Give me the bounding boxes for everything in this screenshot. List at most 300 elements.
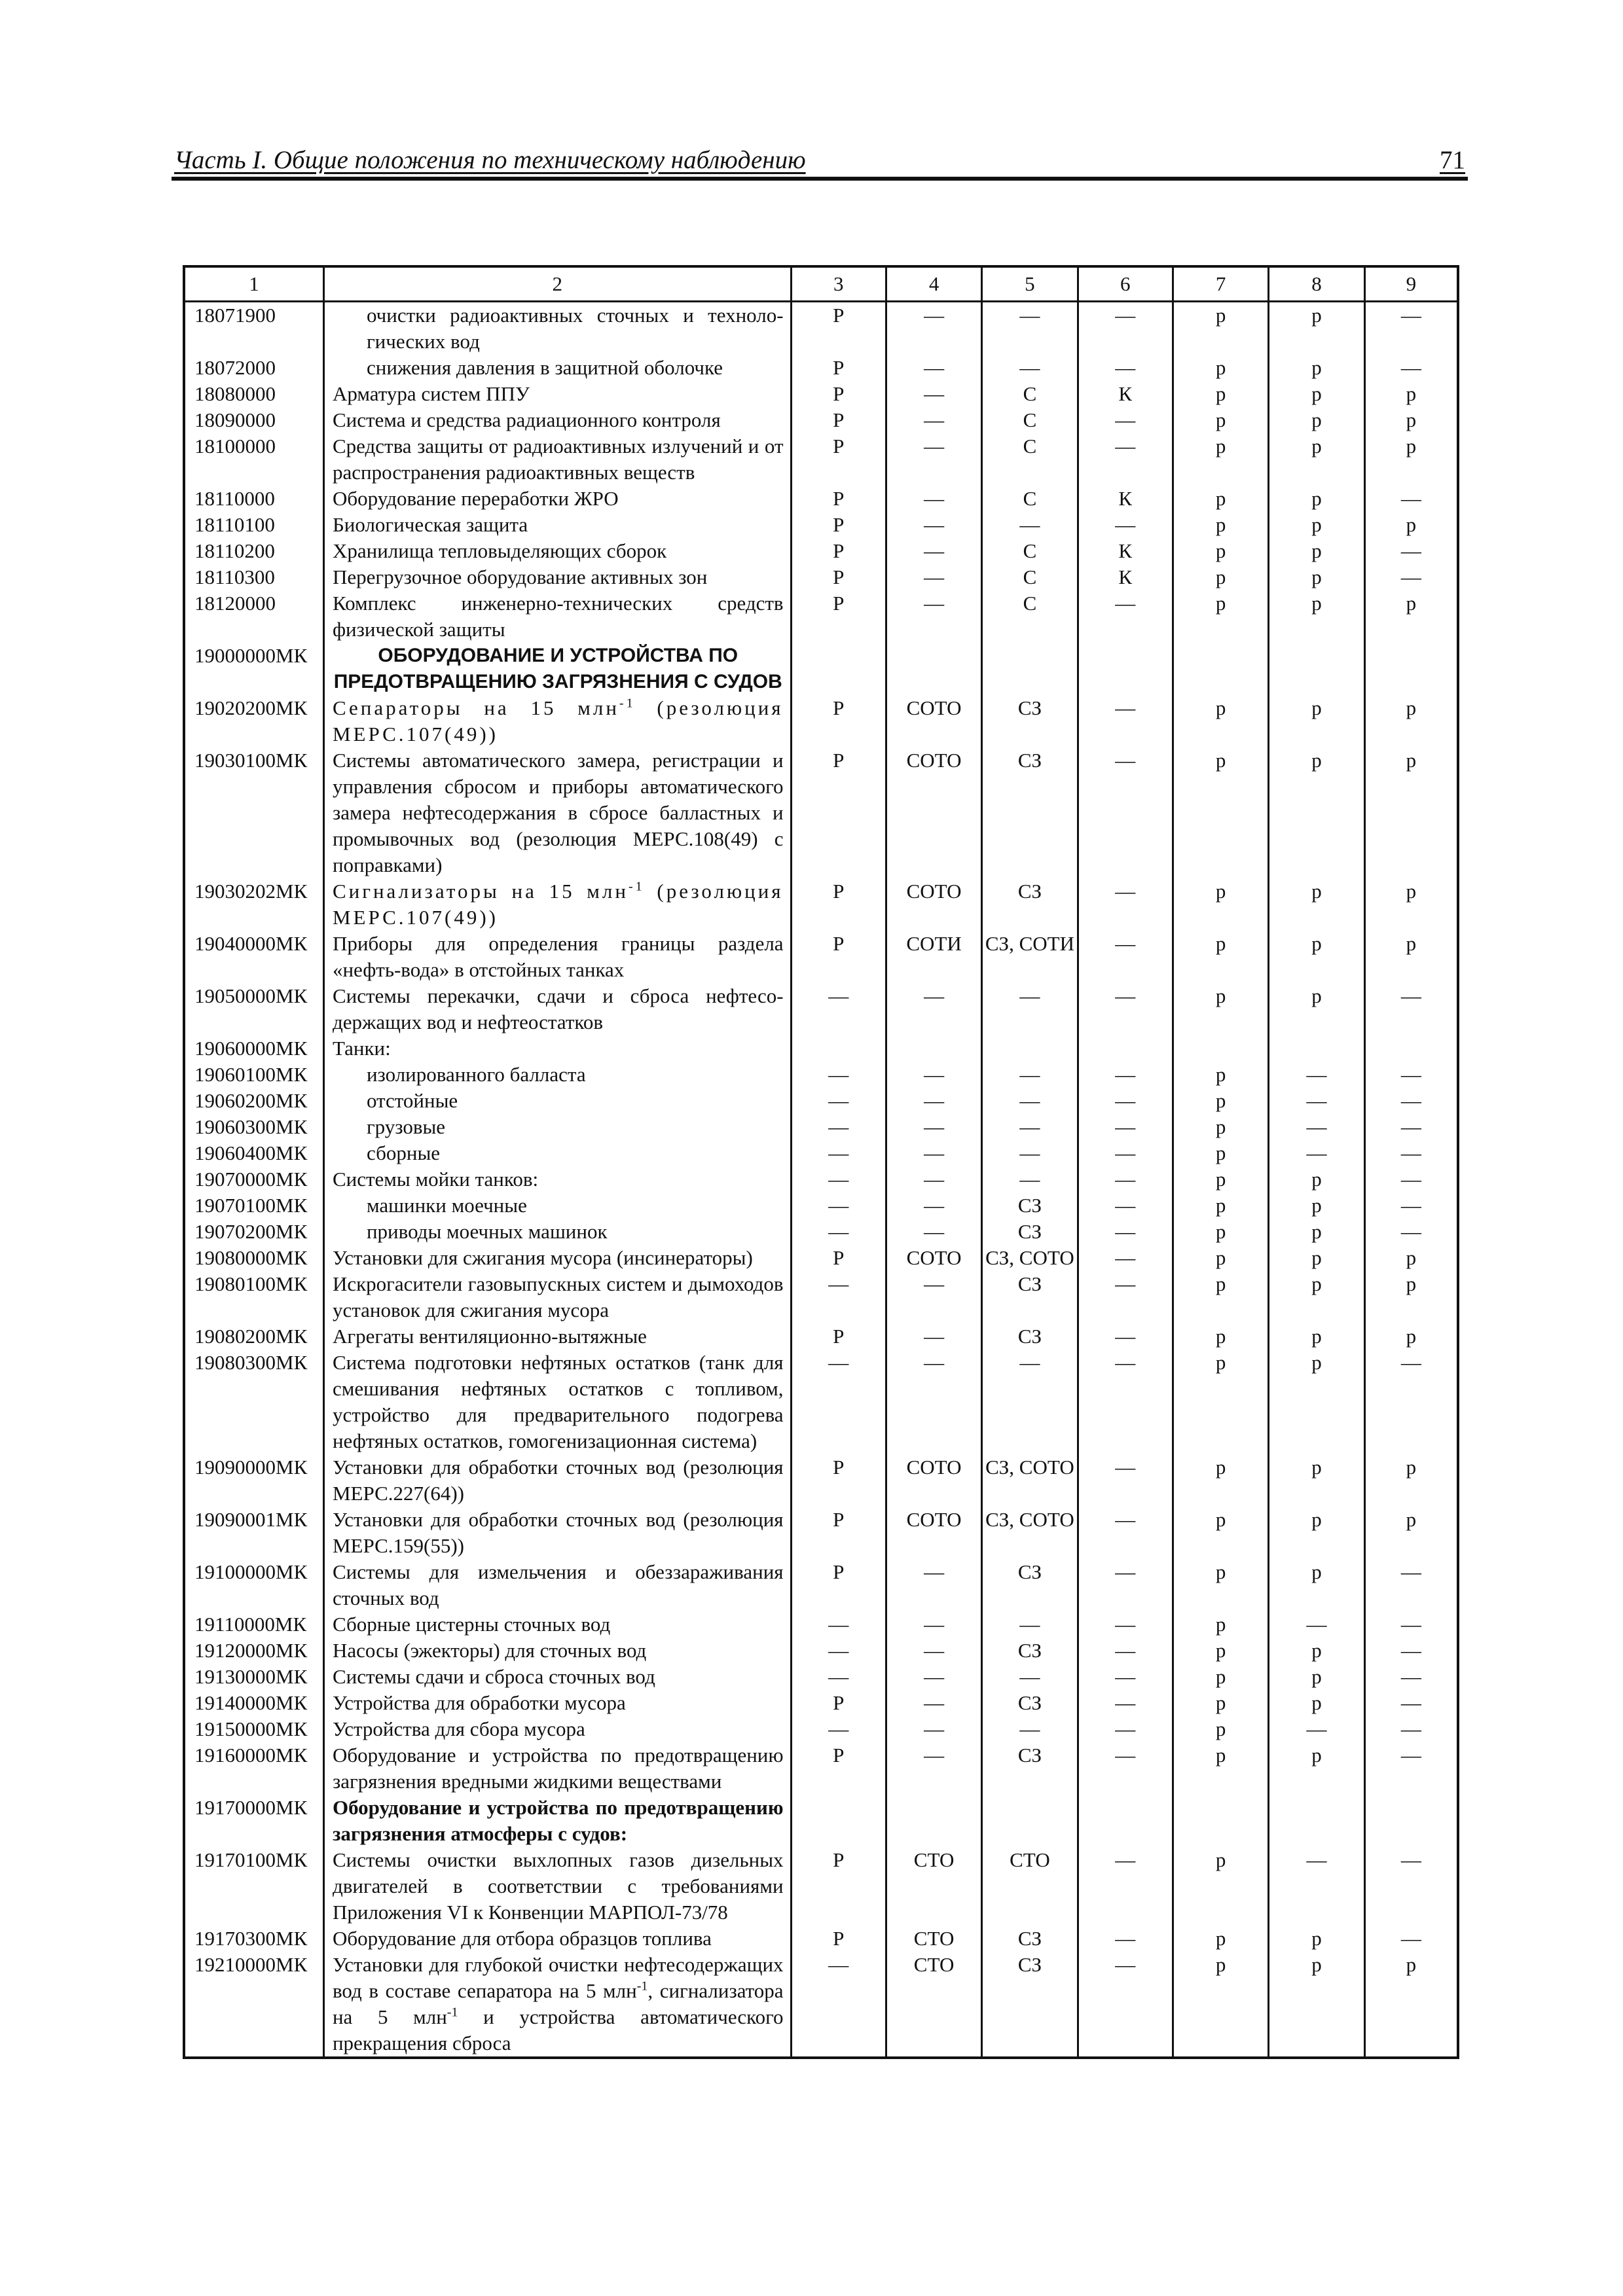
table-row [184, 1926, 1458, 1952]
cell-c7: р [1173, 1350, 1268, 1454]
table-row [184, 1114, 1458, 1140]
table-row [184, 1245, 1458, 1271]
cell-c7: р [1173, 1559, 1268, 1611]
item-code: 19110000МК [184, 1611, 323, 1638]
table-row [184, 1716, 1458, 1742]
cell-c3: Р [791, 564, 886, 590]
table-row [184, 878, 1458, 931]
cell-c6: К [1078, 486, 1173, 512]
cell-c9: — [1364, 1088, 1458, 1114]
cell-c6: — [1078, 1271, 1173, 1323]
cell-c6: К [1078, 538, 1173, 564]
item-name [323, 590, 791, 643]
cell-c5 [982, 1795, 1078, 1847]
item-name-part: Оборудование для отбора образцов топлива [332, 1927, 712, 1950]
item-name-text [333, 1639, 646, 1662]
cell-c6: — [1078, 512, 1173, 538]
item-name-text [333, 1246, 753, 1269]
item-name-part: отстойные [366, 1089, 458, 1112]
item-name [323, 1690, 791, 1716]
item-name-part: Установки для обработки сточных вод (резолюция МЕРС.227(64)) [332, 1456, 784, 1505]
cell-c9: р [1364, 878, 1458, 931]
cell-c8: р [1269, 1193, 1364, 1219]
table-row [184, 1559, 1458, 1611]
item-name-text [333, 1037, 391, 1060]
cell-c4: — [886, 1088, 981, 1114]
cell-c9: — [1364, 1638, 1458, 1664]
cell-c8: р [1269, 1952, 1364, 2058]
cell-c8: р [1269, 1742, 1364, 1795]
cell-c7: р [1173, 1245, 1268, 1271]
cell-c8: — [1269, 1088, 1364, 1114]
cell-c9: р [1364, 512, 1458, 538]
table-row [184, 1166, 1458, 1193]
cell-c4: — [886, 983, 981, 1035]
item-name-part: Биологическая защита [332, 513, 528, 536]
item-code: 18090000 [184, 407, 323, 433]
cell-c3: — [791, 1166, 886, 1193]
item-code: 19150000МК [184, 1716, 323, 1742]
column-header: 5 [982, 266, 1078, 302]
cell-c8: р [1269, 1926, 1364, 1952]
item-code: 19080300МК [184, 1350, 323, 1454]
item-code: 19030202МК [184, 878, 323, 931]
cell-c6 [1078, 1035, 1173, 1062]
superscript: -1 [447, 2005, 458, 2020]
cell-c7: р [1173, 564, 1268, 590]
cell-c8: р [1269, 931, 1364, 983]
item-name [323, 1166, 791, 1193]
table-row [184, 512, 1458, 538]
cell-c5: С [982, 381, 1078, 407]
cell-c9: р [1364, 1507, 1458, 1559]
cell-c3: Р [791, 381, 886, 407]
cell-c4: — [886, 1062, 981, 1088]
cell-c5: СЗ, СОТИ [982, 931, 1078, 983]
item-name-text [333, 408, 721, 431]
item-name [323, 486, 791, 512]
cell-c3: Р [791, 355, 886, 381]
table-row [184, 1847, 1458, 1926]
item-name-part: Средства защиты от радиоактивных излучений и от распространения радиоактивных веществ [332, 435, 784, 484]
item-name [323, 1926, 791, 1952]
item-name [323, 1742, 791, 1795]
cell-c6: — [1078, 1323, 1173, 1350]
item-name-part: Устройства для обработки мусора [332, 1691, 626, 1714]
table-row [184, 1035, 1458, 1062]
cell-c4: — [886, 381, 981, 407]
cell-c5: СЗ, СОТО [982, 1454, 1078, 1507]
cell-c7: р [1173, 538, 1268, 564]
cell-c4: — [886, 512, 981, 538]
cell-c6: — [1078, 1847, 1173, 1926]
cell-c4: — [886, 1742, 981, 1795]
cell-c7: р [1173, 1271, 1268, 1323]
cell-c5: — [982, 1062, 1078, 1088]
item-name-text [333, 435, 784, 484]
cell-c3: Р [791, 1847, 886, 1926]
cell-c5: — [982, 512, 1078, 538]
cell-c4: СОТО [886, 1245, 981, 1271]
cell-c4: СТО [886, 1926, 981, 1952]
item-name [323, 1088, 791, 1114]
cell-c9 [1364, 1795, 1458, 1847]
item-code: 19170000МК [184, 1795, 323, 1847]
item-name-text [333, 1927, 712, 1950]
cell-c4: — [886, 1166, 981, 1193]
table-row [184, 1454, 1458, 1507]
table-row [184, 1323, 1458, 1350]
cell-c7: р [1173, 1638, 1268, 1664]
table-row [184, 1742, 1458, 1795]
cell-c8: р [1269, 983, 1364, 1035]
cell-c8: р [1269, 564, 1364, 590]
cell-c3: Р [791, 1454, 886, 1507]
cell-c5: СЗ [982, 1559, 1078, 1611]
item-code: 19090000МК [184, 1454, 323, 1507]
cell-c9: — [1364, 1062, 1458, 1088]
cell-c7: р [1173, 1219, 1268, 1245]
cell-c9: р [1364, 1454, 1458, 1507]
item-code: 18100000 [184, 433, 323, 486]
table-row [184, 486, 1458, 512]
cell-c3: Р [791, 931, 886, 983]
cell-c8: — [1269, 1114, 1364, 1140]
cell-c9: — [1364, 1716, 1458, 1742]
cell-c7: р [1173, 1716, 1268, 1742]
item-name-part: Системы сдачи и сброса сточных вод [332, 1665, 655, 1688]
item-code: 18110000 [184, 486, 323, 512]
item-code: 19210000МК [184, 1952, 323, 2058]
cell-c5: СЗ [982, 1219, 1078, 1245]
superscript: -1 [619, 696, 636, 711]
cell-c3: — [791, 1219, 886, 1245]
item-name [323, 878, 791, 931]
cell-c7: р [1173, 1193, 1268, 1219]
cell-c3 [791, 1795, 886, 1847]
cell-c6: — [1078, 1952, 1173, 2058]
table-row [184, 1350, 1458, 1454]
cell-c8: р [1269, 381, 1364, 407]
cell-c8: р [1269, 1690, 1364, 1716]
cell-c8: р [1269, 878, 1364, 931]
item-name-part: Установки для обработки сточных вод (резолюция МЕРС.159(55)) [332, 1508, 784, 1557]
item-name-text [333, 1848, 784, 1924]
cell-c3 [791, 1035, 886, 1062]
cell-c6: К [1078, 564, 1173, 590]
cell-c6: — [1078, 983, 1173, 1035]
item-name-text [333, 1272, 784, 1321]
item-name-part: Оборудование переработки ЖРО [332, 487, 619, 510]
cell-c7: р [1173, 1140, 1268, 1166]
cell-c6: К [1078, 381, 1173, 407]
cell-c5: — [982, 1088, 1078, 1114]
item-code: 19060200МК [184, 1088, 323, 1114]
cell-c8: — [1269, 1140, 1364, 1166]
cell-c7: р [1173, 486, 1268, 512]
equipment-table [183, 265, 1459, 2059]
item-name [323, 1716, 791, 1742]
cell-c4: — [886, 538, 981, 564]
cell-c9: — [1364, 302, 1458, 355]
item-name-text [333, 1508, 784, 1557]
cell-c5: С [982, 407, 1078, 433]
cell-c3: Р [791, 1559, 886, 1611]
item-code: 19060300МК [184, 1114, 323, 1140]
item-name-text [333, 643, 784, 695]
item-name-text [333, 302, 784, 355]
table-row [184, 381, 1458, 407]
cell-c8: р [1269, 302, 1364, 355]
item-code: 19060400МК [184, 1140, 323, 1166]
table-row [184, 1664, 1458, 1690]
cell-c5: СЗ [982, 1926, 1078, 1952]
cell-c4: — [886, 1559, 981, 1611]
cell-c4: — [886, 486, 981, 512]
item-code: 19170300МК [184, 1926, 323, 1952]
cell-c3: — [791, 983, 886, 1035]
item-name [323, 1795, 791, 1847]
item-code: 19170100МК [184, 1847, 323, 1926]
item-code: 19080000МК [184, 1245, 323, 1271]
item-name-part: изолированного балласта [366, 1063, 586, 1086]
item-code: 19100000МК [184, 1559, 323, 1611]
item-name [323, 1952, 791, 2058]
cell-c3: — [791, 1638, 886, 1664]
item-name [323, 538, 791, 564]
column-header: 2 [323, 266, 791, 302]
cell-c9 [1364, 1035, 1458, 1062]
item-name-part: Установки для сжигания мусора (инсинераторы) [332, 1246, 753, 1269]
cell-c6: — [1078, 695, 1173, 747]
superscript: -1 [628, 879, 645, 894]
item-code: 18071900 [184, 302, 323, 355]
cell-c6: — [1078, 1611, 1173, 1638]
cell-c7: р [1173, 355, 1268, 381]
cell-c4: СОТО [886, 695, 981, 747]
item-name [323, 1638, 791, 1664]
cell-c6: — [1078, 1559, 1173, 1611]
cell-c9: — [1364, 1559, 1458, 1611]
cell-c6: — [1078, 1193, 1173, 1219]
item-code: 19120000МК [184, 1638, 323, 1664]
item-name-part: Сигнализаторы на 15 млн [332, 880, 629, 903]
cell-c8 [1269, 643, 1364, 695]
cell-c7: р [1173, 590, 1268, 643]
item-name-part: Оборудование и устройства по предотвращению загрязнения атмосферы с судов: [332, 1796, 784, 1845]
cell-c6 [1078, 1795, 1173, 1847]
cell-c8: р [1269, 512, 1364, 538]
column-header: 6 [1078, 266, 1173, 302]
column-header: 4 [886, 266, 981, 302]
cell-c4 [886, 1035, 981, 1062]
cell-c6: — [1078, 1166, 1173, 1193]
cell-c6: — [1078, 355, 1173, 381]
item-name-text [333, 1744, 784, 1793]
cell-c3: — [791, 1140, 886, 1166]
item-name-text [333, 1140, 784, 1166]
cell-c7: р [1173, 1166, 1268, 1193]
cell-c8: р [1269, 1219, 1364, 1245]
cell-c9: р [1364, 1952, 1458, 2058]
cell-c3: — [791, 1716, 886, 1742]
cell-c6: — [1078, 931, 1173, 983]
cell-c9: р [1364, 1323, 1458, 1350]
item-name-part: (резолюция МЕРС.107(49)) [332, 696, 784, 745]
column-header: 7 [1173, 266, 1268, 302]
item-name [323, 512, 791, 538]
cell-c4: — [886, 1638, 981, 1664]
cell-c5: СЗ [982, 1193, 1078, 1219]
cell-c5: СЗ, СОТО [982, 1507, 1078, 1559]
table-row [184, 538, 1458, 564]
item-code: 18110300 [184, 564, 323, 590]
item-name-part: Приборы для определения границы раздела «нефть-вода» в отстойных танках [332, 932, 784, 981]
item-name-part: сборные [366, 1141, 441, 1164]
item-name [323, 695, 791, 747]
item-code: 18110200 [184, 538, 323, 564]
cell-c9: — [1364, 1350, 1458, 1454]
cell-c6: — [1078, 1742, 1173, 1795]
cell-c4: — [886, 564, 981, 590]
cell-c7: р [1173, 1454, 1268, 1507]
cell-c5 [982, 1035, 1078, 1062]
cell-c5: СЗ [982, 1323, 1078, 1350]
item-name [323, 1219, 791, 1245]
cell-c5: СЗ [982, 1952, 1078, 2058]
item-name-text [333, 592, 784, 641]
item-code: 19070000МК [184, 1166, 323, 1193]
cell-c9: — [1364, 1611, 1458, 1638]
item-name-text [333, 1665, 655, 1688]
cell-c3: Р [791, 302, 886, 355]
item-name-text [333, 1351, 784, 1452]
item-name [323, 1847, 791, 1926]
cell-c6: — [1078, 1088, 1173, 1114]
cell-c6: — [1078, 433, 1173, 486]
cell-c5: — [982, 1716, 1078, 1742]
table-row [184, 433, 1458, 486]
cell-c9: — [1364, 486, 1458, 512]
cell-c5: СЗ [982, 1638, 1078, 1664]
item-name-text [333, 1219, 784, 1245]
cell-c5: СЗ, СОТО [982, 1245, 1078, 1271]
cell-c8: р [1269, 695, 1364, 747]
item-code: 19040000МК [184, 931, 323, 983]
cell-c5: С [982, 433, 1078, 486]
cell-c3: — [791, 1611, 886, 1638]
cell-c7: р [1173, 695, 1268, 747]
column-header: 9 [1364, 266, 1458, 302]
item-name-text [333, 1114, 784, 1140]
item-name-part: Системы мойки танков: [332, 1168, 539, 1191]
item-name-part: Насосы (эжекторы) для сточных вод [332, 1639, 647, 1662]
cell-c8: р [1269, 1323, 1364, 1350]
item-name [323, 747, 791, 878]
cell-c5: — [982, 1114, 1078, 1140]
cell-c5: — [982, 1611, 1078, 1638]
table-row [184, 1507, 1458, 1559]
item-code: 19070100МК [184, 1193, 323, 1219]
cell-c8: р [1269, 1454, 1364, 1507]
item-name-part: Агрегаты вентиляционно-вытяжные [332, 1325, 647, 1348]
cell-c9: — [1364, 1664, 1458, 1690]
cell-c9: — [1364, 1926, 1458, 1952]
item-name [323, 1271, 791, 1323]
cell-c7: р [1173, 302, 1268, 355]
table-row [184, 1219, 1458, 1245]
cell-c8: р [1269, 1664, 1364, 1690]
table-row [184, 931, 1458, 983]
cell-c8 [1269, 1795, 1364, 1847]
cell-c8: р [1269, 1166, 1364, 1193]
table-header-row [184, 266, 1458, 302]
cell-c4: — [886, 407, 981, 433]
item-code: 19140000МК [184, 1690, 323, 1716]
item-name-part: (резолюция МЕРС.107(49)) [332, 880, 784, 929]
cell-c7: р [1173, 931, 1268, 983]
item-name-part: Система подготовки нефтяных остатков (танк для смешивания нефтяных остатков с топливом, устройство для предварительного подогрева нефтяных остатков, гомогенизационная система) [332, 1351, 784, 1452]
cell-c6: — [1078, 878, 1173, 931]
cell-c9: — [1364, 564, 1458, 590]
cell-c5: — [982, 355, 1078, 381]
item-code: 19090001МК [184, 1507, 323, 1559]
item-code: 19050000МК [184, 983, 323, 1035]
cell-c9: р [1364, 931, 1458, 983]
item-name-text [333, 382, 530, 405]
table-row [184, 747, 1458, 878]
item-name-part: снижения давления в защитной оболочке [366, 356, 723, 379]
cell-c3: Р [791, 407, 886, 433]
cell-c6: — [1078, 1454, 1173, 1507]
cell-c4: — [886, 1219, 981, 1245]
item-code: 19130000МК [184, 1664, 323, 1690]
item-name-part: Системы для измельчения и обеззараживания сточных вод [332, 1560, 784, 1609]
item-code: 19060100МК [184, 1062, 323, 1088]
cell-c7 [1173, 1795, 1268, 1847]
cell-c8: р [1269, 407, 1364, 433]
cell-c4: — [886, 590, 981, 643]
cell-c3: — [791, 1664, 886, 1690]
item-name-text [333, 1062, 784, 1088]
item-name [323, 564, 791, 590]
cell-c7: р [1173, 1847, 1268, 1926]
cell-c9: — [1364, 1193, 1458, 1219]
cell-c3: Р [791, 486, 886, 512]
item-name-part: очистки радиоактивных сточных и технологических вод [366, 304, 784, 353]
item-name-text [333, 487, 619, 510]
item-name [323, 407, 791, 433]
cell-c4: СОТО [886, 1507, 981, 1559]
item-name [323, 1245, 791, 1271]
item-name [323, 1507, 791, 1559]
cell-c9: — [1364, 355, 1458, 381]
item-code: 19160000МК [184, 1742, 323, 1795]
cell-c8 [1269, 1035, 1364, 1062]
cell-c5: — [982, 1166, 1078, 1193]
item-name-part: Установки для глубокой очистки нефтесодержащих вод в составе сепаратора на 5 млн [332, 1953, 784, 2002]
item-name-part: Арматура систем ППУ [332, 382, 530, 405]
cell-c4: СОТО [886, 747, 981, 878]
table-row [184, 1193, 1458, 1219]
item-name-text [333, 513, 528, 536]
cell-c5: С [982, 486, 1078, 512]
item-name-text [333, 1613, 610, 1636]
cell-c8: р [1269, 355, 1364, 381]
cell-c6: — [1078, 1716, 1173, 1742]
item-name [323, 1193, 791, 1219]
item-name [323, 302, 791, 355]
